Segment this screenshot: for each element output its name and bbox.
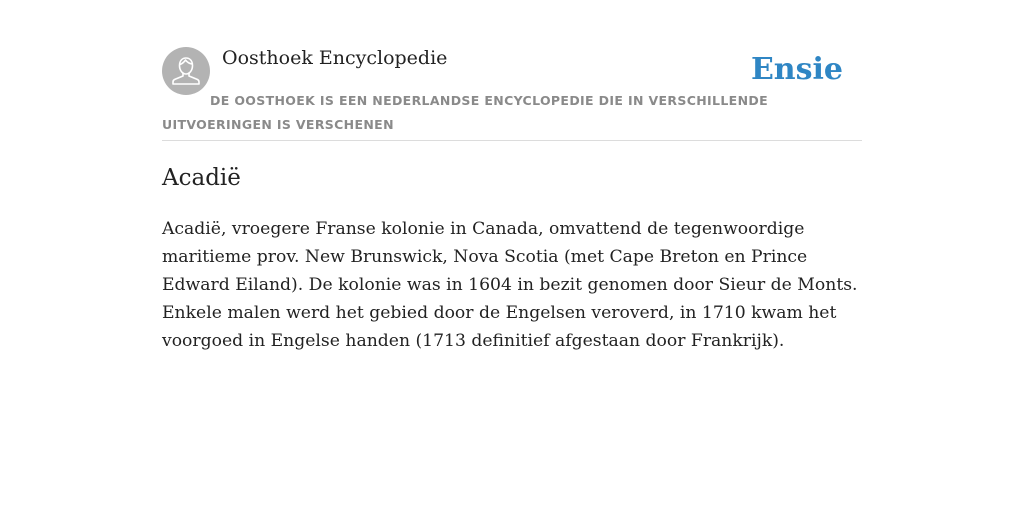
article-body: Acadië, vroegere Franse kolonie in Canada, omvattend de tegenwoordige maritieme prov. New Brunswick, Nova Scotia (met Cape Breton en Prince Edward Eiland). De kolonie was in 1604 in bezit genomen door Sieur de Monts. Enkele malen werd het gebied door de Engelsen veroverd, in 1710 kwam het voorgoed in Engelse handen (1713 definitief afgestaan door Frankrijk). [162, 219, 858, 351]
author-name[interactable]: Oosthoek Encyclopedie [222, 47, 448, 69]
ensie-logo[interactable]: Ensie [750, 52, 843, 87]
author-description: DE OOSTHOEK IS EEN NEDERLANDSE ENCYCLOPEDIE DIE IN VERSCHILLENDE UITVOERINGEN IS VERSCHENEN [162, 93, 768, 132]
article-card [162, 0, 862, 351]
user-silhouette-icon [162, 47, 210, 95]
avatar[interactable] [162, 47, 210, 95]
article-title: Acadië [162, 165, 241, 191]
article-header [162, 0, 862, 141]
